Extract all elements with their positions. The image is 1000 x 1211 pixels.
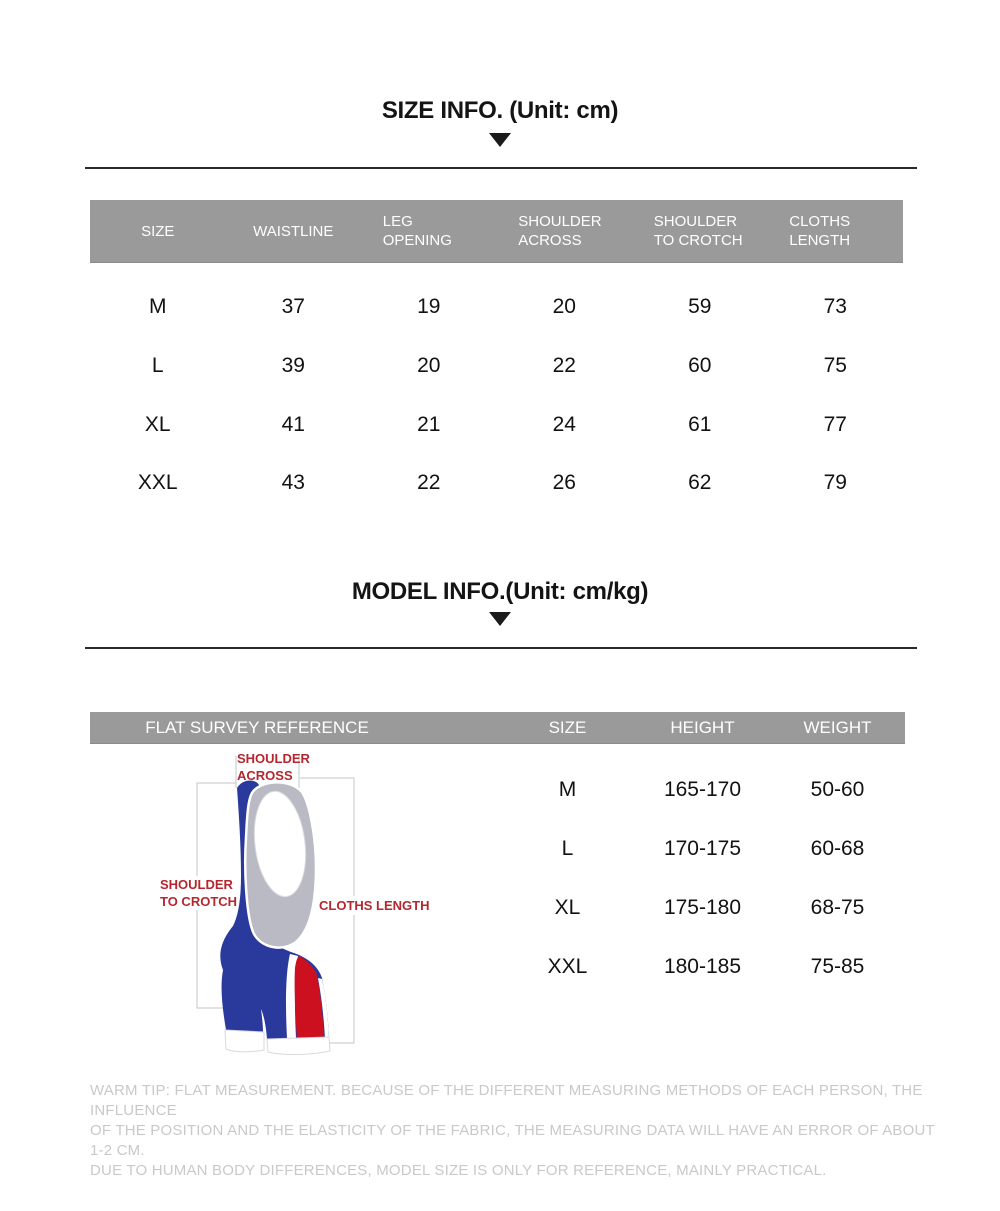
waistline-value: 37 bbox=[281, 295, 305, 319]
cloths-length-label: CLOTHS LENGTH bbox=[319, 898, 430, 913]
model-table-header bbox=[90, 712, 905, 744]
model-info-title: MODEL INFO.(Unit: cm/kg) bbox=[351, 578, 649, 605]
column-header-size: SIZE bbox=[141, 222, 175, 240]
size-label: L bbox=[561, 836, 574, 860]
cloths-length-value: 79 bbox=[823, 471, 847, 495]
weight-value: 68-75 bbox=[810, 895, 865, 919]
table-row bbox=[500, 760, 905, 819]
shoulder-to-crotch-value: 59 bbox=[688, 295, 712, 319]
cloths-length-value: 73 bbox=[823, 295, 847, 319]
cloths-length-value: 75 bbox=[823, 354, 847, 378]
leg-opening-value: 22 bbox=[417, 471, 441, 495]
column-header-weight: WEIGHT bbox=[803, 717, 872, 737]
leg-opening-value: 19 bbox=[417, 295, 441, 319]
size-label: M bbox=[149, 295, 167, 319]
column-header-height: HEIGHT bbox=[670, 717, 735, 737]
divider-line bbox=[85, 647, 917, 649]
size-label: M bbox=[558, 777, 577, 801]
table-row bbox=[90, 278, 903, 337]
size-table-header bbox=[90, 200, 903, 263]
model-table-body bbox=[500, 743, 905, 996]
side-panel-red bbox=[295, 956, 324, 1038]
shoulder-to-crotch-value: 60 bbox=[688, 354, 712, 378]
size-label: XXL bbox=[137, 471, 178, 495]
table-row bbox=[90, 454, 903, 513]
table-row bbox=[500, 937, 905, 996]
shoulder-across-value: 22 bbox=[552, 354, 576, 378]
shoulder-across-value: 26 bbox=[552, 471, 576, 495]
column-header-waistline: WAISTLINE bbox=[253, 222, 334, 240]
height-value: 165-170 bbox=[663, 777, 742, 801]
leg-opening-value: 21 bbox=[417, 412, 441, 436]
left-leg-cuff bbox=[225, 1030, 264, 1052]
down-triangle-icon bbox=[489, 612, 511, 626]
weight-value: 50-60 bbox=[810, 777, 865, 801]
weight-value: 60-68 bbox=[810, 836, 865, 860]
warm-tip-text bbox=[90, 1081, 938, 1181]
shoulder-to-crotch-label: SHOULDER TO CROTCH bbox=[160, 877, 238, 909]
right-leg-cuff bbox=[267, 1037, 330, 1055]
height-value: 180-185 bbox=[663, 954, 742, 978]
shoulder-across-label: SHOULDER ACROSS bbox=[237, 751, 310, 783]
waistline-value: 43 bbox=[281, 471, 305, 495]
weight-value: 75-85 bbox=[810, 954, 865, 978]
leg-opening-value: 20 bbox=[417, 354, 441, 378]
down-triangle-icon bbox=[489, 133, 511, 147]
table-row bbox=[500, 819, 905, 878]
flat-survey-reference-label: FLAT SURVEY REFERENCE bbox=[145, 717, 369, 737]
warm-tip-line: WARM TIP: FLAT MEASUREMENT. BECAUSE OF THE DIFFERENT MEASURING METHODS OF EACH PERSON, THE INFLUENCE bbox=[90, 1082, 923, 1119]
column-header-shoulder-to-crotch: SHOULDER TO CROTCH bbox=[653, 213, 743, 249]
flat-survey-diagram bbox=[160, 748, 430, 1073]
warm-tip-line: OF THE POSITION AND THE ELASTICITY OF THE FABRIC, THE MEASURING DATA WILL HAVE AN ERROR OF ABOUT 1-2 CM. bbox=[90, 1122, 935, 1159]
size-label: XXL bbox=[547, 954, 588, 978]
shoulder-across-value: 24 bbox=[552, 412, 576, 436]
size-info-title: SIZE INFO. (Unit: cm) bbox=[381, 97, 619, 124]
divider-line bbox=[85, 167, 917, 169]
size-label: XL bbox=[554, 895, 581, 919]
waistline-value: 39 bbox=[281, 354, 305, 378]
size-label: XL bbox=[144, 412, 171, 436]
warm-tip-line: DUE TO HUMAN BODY DIFFERENCES, MODEL SIZE IS ONLY FOR REFERENCE, MAINLY PRACTICAL. bbox=[90, 1162, 827, 1179]
size-label: L bbox=[151, 354, 164, 378]
size-table-body bbox=[90, 263, 903, 513]
shoulder-across-value: 20 bbox=[552, 295, 576, 319]
cloths-length-value: 77 bbox=[823, 412, 847, 436]
column-header-leg-opening: LEG OPENING bbox=[382, 213, 452, 249]
shoulder-to-crotch-value: 61 bbox=[688, 412, 712, 436]
shoulder-to-crotch-value: 62 bbox=[688, 471, 712, 495]
height-value: 175-180 bbox=[663, 895, 742, 919]
table-row bbox=[90, 395, 903, 454]
column-header-shoulder-across: SHOULDER ACROSS bbox=[518, 213, 602, 249]
table-row bbox=[500, 878, 905, 937]
height-value: 170-175 bbox=[663, 836, 742, 860]
table-row bbox=[90, 337, 903, 396]
column-header-size: SIZE bbox=[548, 717, 587, 737]
column-header-cloths-length: CLOTHS LENGTH bbox=[789, 213, 851, 249]
waistline-value: 41 bbox=[281, 412, 305, 436]
